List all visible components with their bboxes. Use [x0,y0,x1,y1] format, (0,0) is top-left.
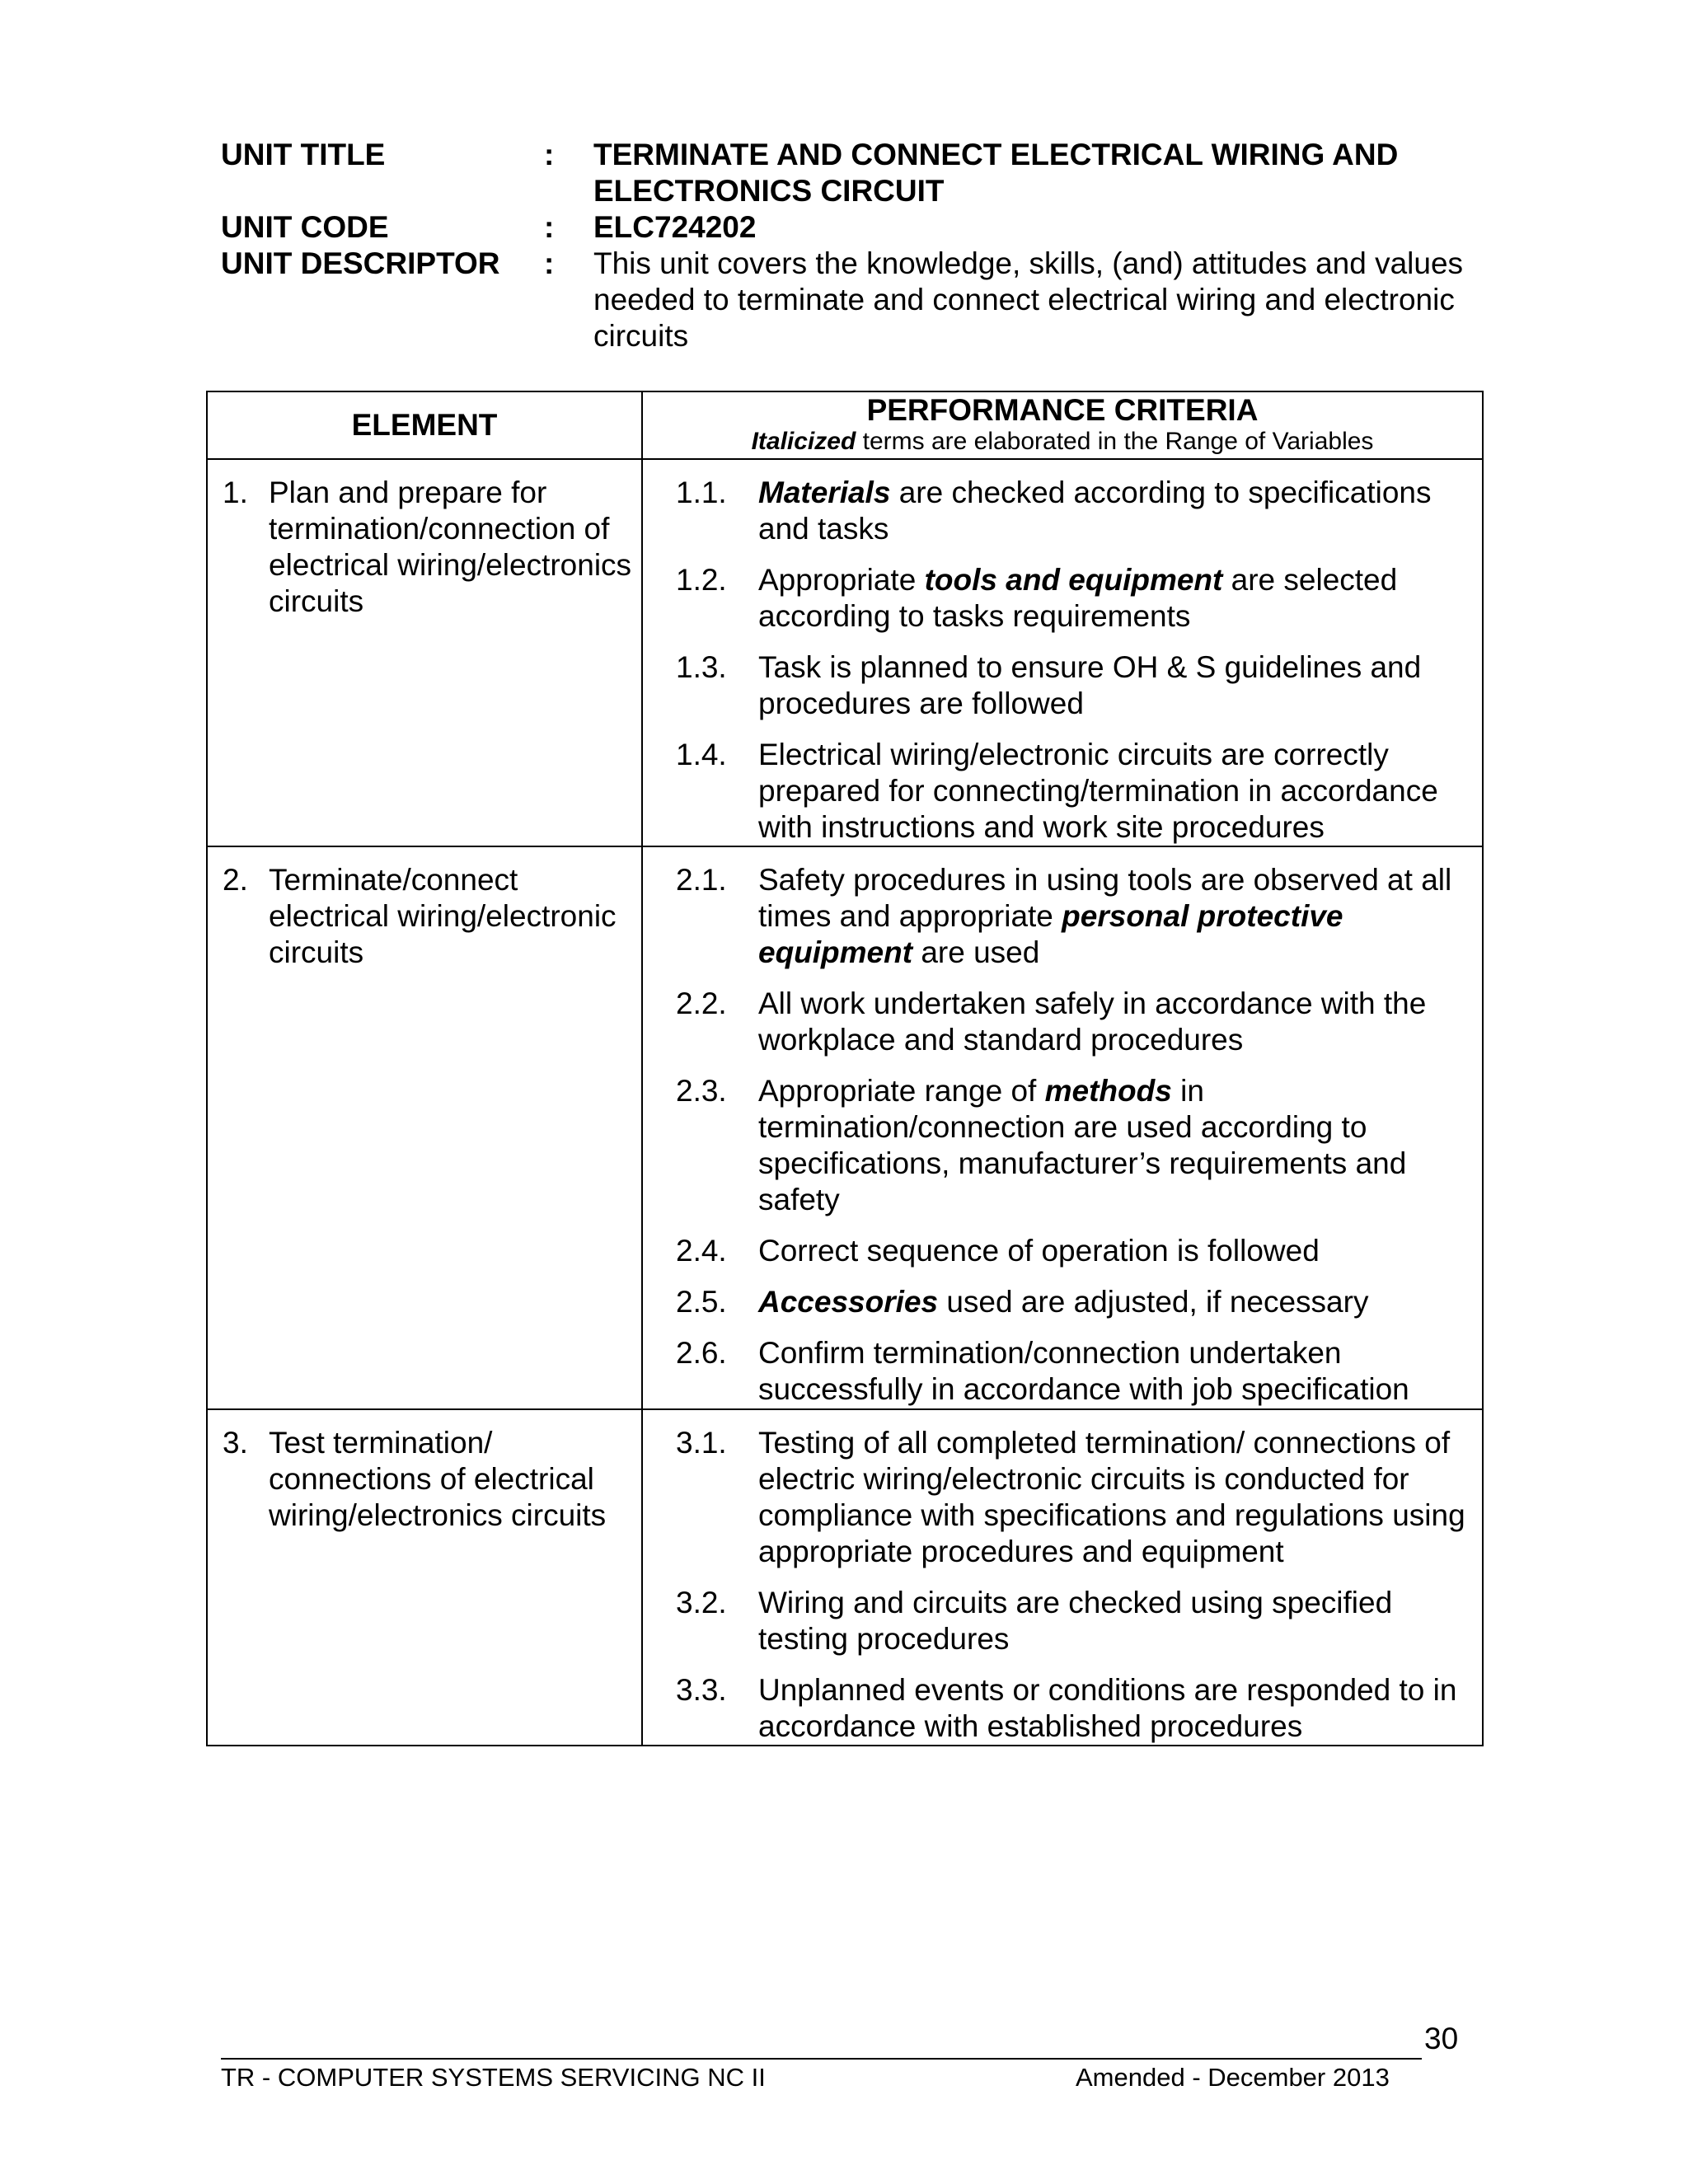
element-cell [207,1409,642,1746]
criterion [676,1233,1474,1269]
footer-divider [221,2058,1422,2060]
criterion-number: 1.1. [676,476,727,509]
criteria-header-title: PERFORMANCE CRITERIA [866,393,1259,427]
criterion-number: 3.3. [676,1673,727,1707]
unit-header [221,137,1490,354]
criterion-text: All work undertaken safely in accordance with the workplace and standard procedures [758,987,1427,1057]
criterion [676,986,1474,1058]
element-column-header: ELEMENT [207,391,642,459]
criterion-text: Safety procedures in using tools are observed at all times and appropriate personal protective equipment are used [758,863,1452,969]
colon: : [544,246,555,280]
element-text: Plan and prepare for termination/connection of electrical wiring/electronics circuits [269,476,632,618]
criteria-cell [642,1409,1483,1746]
unit-descriptor-row [221,246,1490,354]
criteria-column-header [642,391,1483,459]
unit-code-value: ELC724202 [593,210,757,244]
criterion [676,1585,1474,1657]
element-number: 2. [223,863,248,897]
element-cell [207,846,642,1409]
footer-left-text: TR - COMPUTER SYSTEMS SERVICING NC II [221,2063,766,2092]
criterion-text: Accessories used are adjusted, if necessary [758,1285,1369,1319]
unit-code-label: UNIT CODE [221,210,389,244]
criterion-number: 3.1. [676,1426,727,1460]
criterion-text: Correct sequence of operation is followed [758,1234,1320,1268]
criteria-cell [642,459,1483,846]
criterion-text: Testing of all completed termination/ connections of electric wiring/electronic circuits is conducted for compliance with specifications and regulations using appropriate procedures and equipment [758,1426,1465,1568]
unit-descriptor-label: UNIT DESCRIPTOR [221,246,500,280]
unit-title-row [221,137,1490,209]
element-number: 3. [223,1426,248,1460]
criterion-text: Appropriate range of methods in termination/connection are used according to specifications, manufacturer’s requirements and safety [758,1074,1407,1216]
criterion-number: 2.1. [676,863,727,897]
criterion [676,649,1474,722]
unit-code-row [221,209,1490,246]
footer-right-text: Amended - December 2013 [1076,2063,1390,2092]
table-row [207,1409,1483,1746]
criterion-number: 1.4. [676,738,727,771]
colon: : [544,210,555,244]
criterion [676,1073,1474,1218]
criterion [676,1672,1474,1745]
criterion [676,737,1474,846]
criterion [676,1335,1474,1408]
criterion-number: 1.3. [676,650,727,684]
element-text: Test termination/ connections of electrical wiring/electronics circuits [269,1426,607,1532]
criterion-text: Unplanned events or conditions are responded to in accordance with established procedures [758,1673,1457,1743]
criterion-text: Task is planned to ensure OH & S guidelines and procedures are followed [758,650,1422,720]
table-header-row [207,391,1483,459]
criterion-text: Electrical wiring/electronic circuits are correctly prepared for connecting/termination in accordance with instructions and work site procedures [758,738,1438,844]
criteria-header-note-rest: terms are elaborated in the Range of Variables [856,428,1374,455]
criterion-number: 1.2. [676,563,727,597]
page-number: 30 [1424,2022,1459,2055]
criterion-number: 2.2. [676,987,727,1020]
italicized-word: Italicized [751,428,856,455]
criterion [676,1284,1474,1320]
competency-table [206,391,1484,1746]
criteria-header-note [643,427,1482,457]
criteria-cell [642,846,1483,1409]
colon: : [544,138,555,171]
criterion-number: 2.3. [676,1074,727,1108]
unit-title-value: TERMINATE AND CONNECT ELECTRICAL WIRING AND ELECTRONICS CIRCUIT [593,138,1399,208]
criterion-number: 2.5. [676,1285,727,1319]
criterion-text: Appropriate tools and equipment are selected according to tasks requirements [758,563,1398,633]
unit-descriptor-value: This unit covers the knowledge, skills, (and) attitudes and values needed to terminate and connect electrical wiring and electronic circuits [593,246,1464,353]
criterion [676,1425,1474,1570]
criterion-text: Confirm termination/connection undertaken successfully in accordance with job specification [758,1336,1409,1406]
element-number: 1. [223,476,248,509]
criterion-number: 2.6. [676,1336,727,1370]
unit-title-label: UNIT TITLE [221,138,386,171]
table-row [207,846,1483,1409]
element-text: Terminate/connect electrical wiring/electronic circuits [269,863,617,969]
table-row [207,459,1483,846]
criterion [676,562,1474,635]
criterion-number: 3.2. [676,1586,727,1619]
criterion [676,862,1474,971]
element-cell [207,459,642,846]
criterion-text: Wiring and circuits are checked using specified testing procedures [758,1586,1393,1656]
criterion [676,475,1474,547]
criterion-number: 2.4. [676,1234,727,1268]
criterion-text: Materials are checked according to specifications and tasks [758,476,1432,546]
